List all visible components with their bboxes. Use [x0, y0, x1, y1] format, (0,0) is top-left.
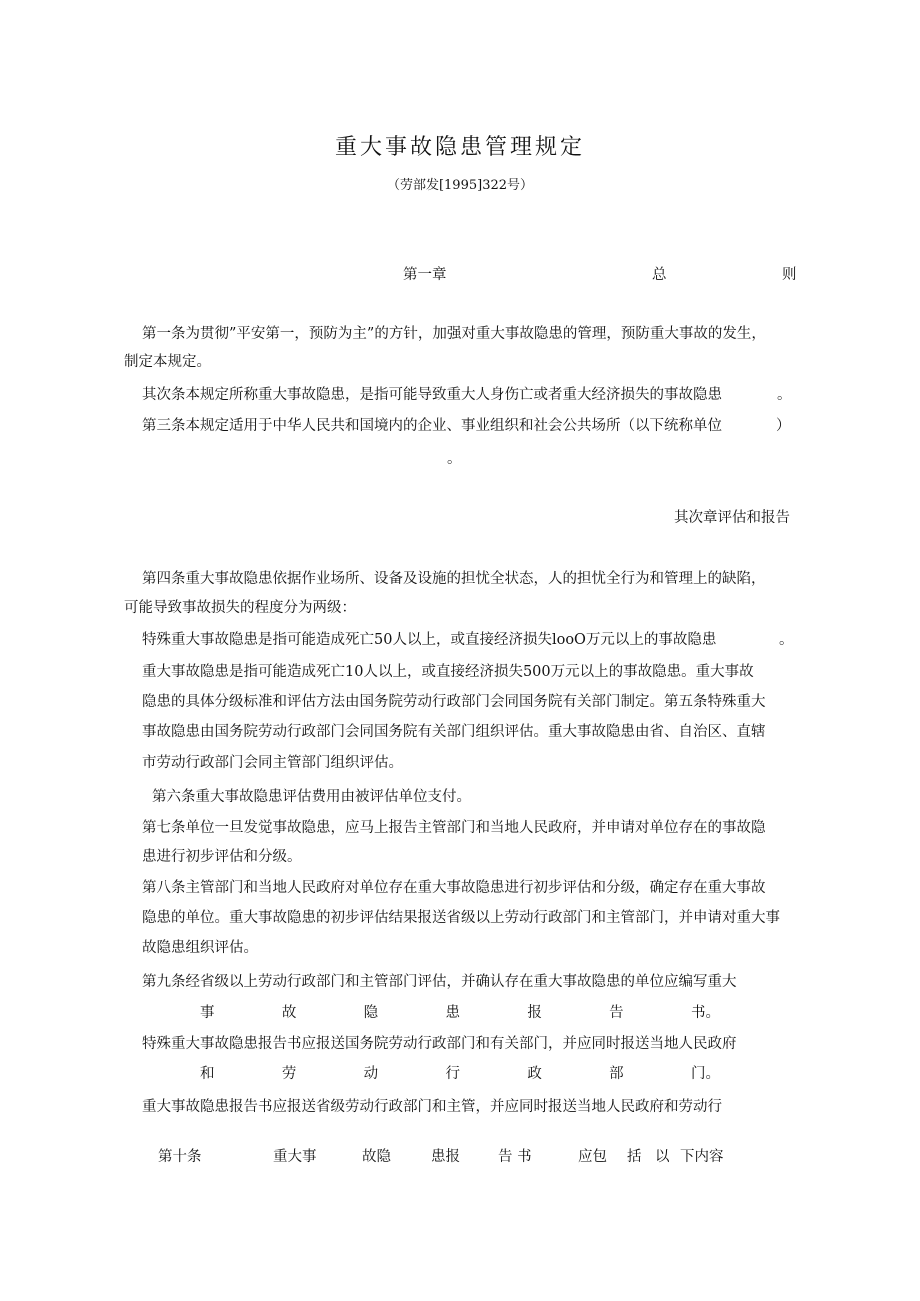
article7-line1: 第七条单位一旦发觉事故隐患，应马上报告主管部门和当地人民政府，并申请对单位存在的事故隐: [142, 820, 766, 836]
document-title: 重大事故隐患管理规定: [334, 135, 585, 160]
article3-dot: 。: [447, 451, 462, 467]
spread-char: 故: [281, 1005, 297, 1021]
article7-line2: 患进行初步评估和分级。: [142, 849, 302, 865]
spread-char: 告: [609, 1005, 624, 1021]
document-subtitle: （劳部发[1995]322号）: [386, 178, 534, 193]
article10-part-7: 括: [627, 1149, 642, 1165]
article10-part-4: 患报: [431, 1149, 460, 1165]
chapter1-label: 第一章: [403, 267, 447, 283]
major-hazard-line3: 事故隐患由国务院劳动行政部门会同国务院有关部门组织评估。重大事故隐患由省、自治区、直辖: [142, 724, 766, 740]
special-hazard-end: 。: [779, 632, 794, 648]
spread-char: 和: [200, 1066, 215, 1082]
article9-spread-line: [200, 1003, 720, 1023]
special-hazard-line: 特殊重大事故隐患是指可能造成死亡50人以上，或直接经济损失looO万元以上的事故隐患: [142, 632, 717, 648]
major-hazard-line2: 隐患的具体分级标准和评估方法由国务院劳动行政部门会同国务院有关部门制定。第五条特殊重大: [142, 694, 766, 710]
article2-end: 。: [777, 387, 792, 403]
article3-end: ）: [776, 418, 791, 434]
article4-line1: 第四条重大事故隐患依据作业场所、设备及设施的担忧全状态，人的担忧全行为和管理上的缺陷，: [142, 571, 766, 587]
article1-line2: 制定本规定。: [124, 354, 211, 370]
article10-part-2: 重大事: [273, 1149, 317, 1165]
article8-line1: 第八条主管部门和当地人民政府对单位存在重大事故隐患进行初步评估和分级，确定存在重大事故: [142, 880, 766, 896]
article8-line3: 故隐患组织评估。: [142, 940, 258, 956]
spread-char: 事: [200, 1005, 215, 1021]
report-special-spread-line: [200, 1064, 720, 1084]
article10-part-9: 下内容: [680, 1149, 724, 1165]
article9-line1: 第九条经省级以上劳动行政部门和主管部门评估，并确认存在重大事故隐患的单位应编写重大: [142, 974, 737, 990]
article6-text: 第六条重大事故隐患评估费用由被评估单位支付。: [152, 789, 471, 805]
spread-char: 动: [363, 1066, 379, 1082]
article10-part-3: 故隐: [362, 1149, 391, 1165]
article10-part-1: 第十条: [158, 1149, 202, 1165]
spread-char: 患: [445, 1005, 460, 1021]
spread-char: 门。: [690, 1066, 720, 1082]
spread-char: 劳: [281, 1066, 297, 1082]
report-special-line1: 特殊重大事故隐患报告书应报送国务院劳动行政部门和有关部门，并应同时报送当地人民政府: [142, 1036, 737, 1052]
spread-char: 隐: [363, 1005, 379, 1021]
report-major-line: 重大事故隐患报告书应报送省级劳动行政部门和主管，并应同时报送当地人民政府和劳动行: [142, 1099, 722, 1115]
spread-char: 政: [527, 1066, 542, 1082]
article3-text: 第三条本规定适用于中华人民共和国境内的企业、事业组织和社会公共场所（以下统称单位: [142, 418, 722, 434]
article10-part-5: 告 书: [498, 1149, 532, 1165]
major-hazard-line4: 市劳动行政部门会同主管部门组织评估。: [142, 755, 403, 771]
spread-char: 部: [609, 1066, 624, 1082]
spread-char: 书。: [690, 1005, 720, 1021]
article10-part-6: 应包: [578, 1149, 607, 1165]
spread-char: 报: [527, 1005, 542, 1021]
major-hazard-line1: 重大事故隐患是指可能造成死亡10人以上，或直接经济损失500万元以上的事故隐患。重大事故: [142, 664, 754, 680]
article8-line2: 隐患的单位。重大事故隐患的初步评估结果报送省级以上劳动行政部门和主管部门，并申请对重大事: [142, 910, 780, 926]
article4-line2: 可能导致事故损失的程度分为两级：: [124, 600, 356, 616]
article10-part-8: 以: [655, 1149, 670, 1165]
chapter2-heading: 其次章评估和报告: [674, 510, 790, 526]
chapter1-word-zong: 总: [652, 267, 667, 283]
article2-text: 其次条本规定所称重大事故隐患，是指可能导致重大人身伤亡或者重大经济损失的事故隐患: [142, 387, 722, 403]
article1-line1: 第一条为贯彻”平安第一，预防为主”的方针，加强对重大事故隐患的管理，预防重大事故的发生，: [142, 326, 766, 342]
chapter1-word-ze: 则: [782, 267, 797, 283]
spread-char: 行: [445, 1066, 460, 1082]
